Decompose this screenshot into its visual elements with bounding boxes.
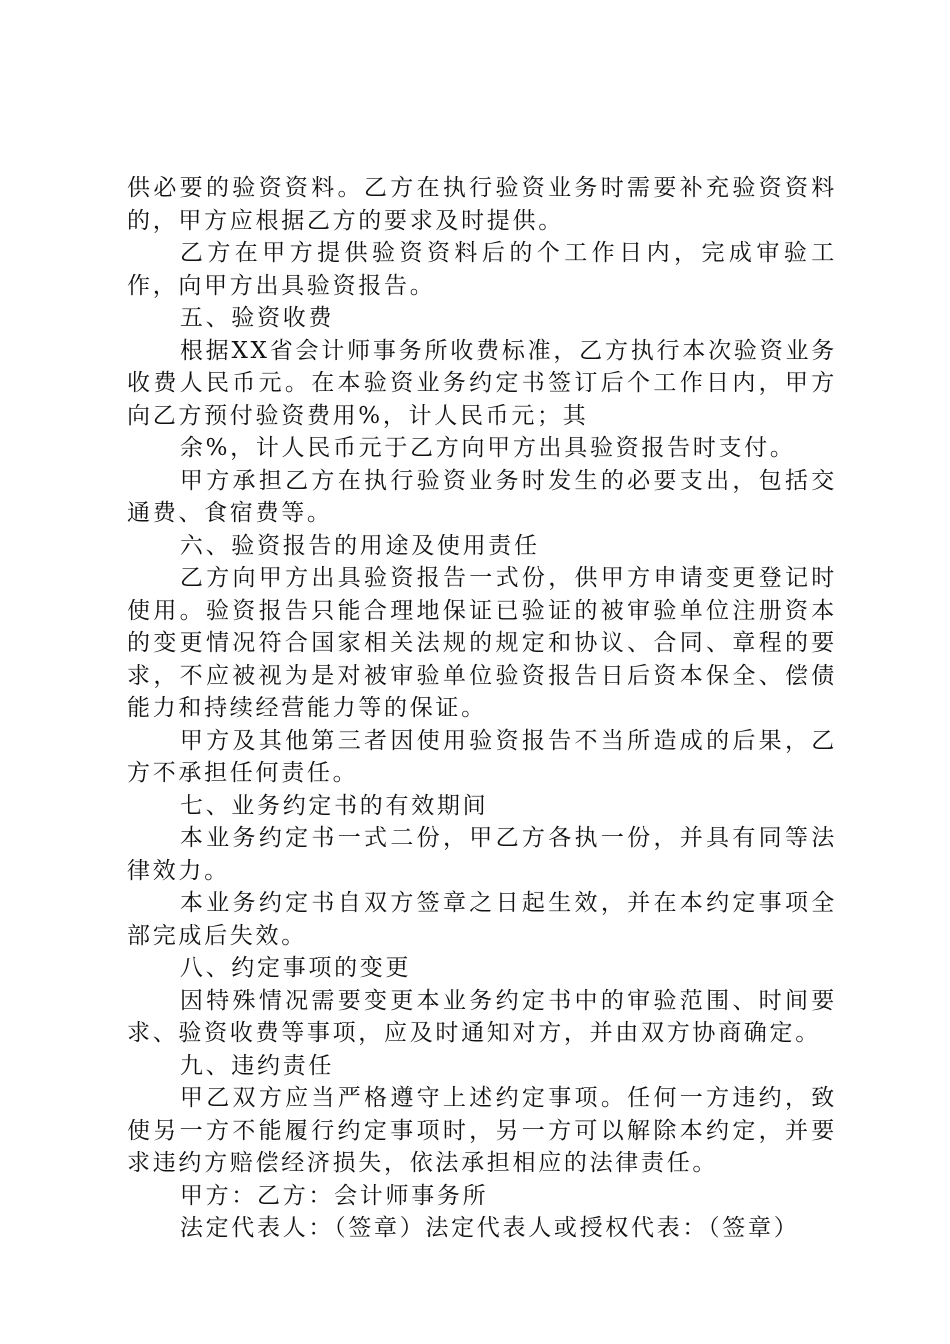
paragraph-breach: 甲乙双方应当严格遵守上述约定事项。任何一方违约，致使另一方不能履行约定事项时，另一方可以解除本约定，并要求违约方赔偿经济损失，依法承担相应的法律责任。: [127, 1085, 837, 1176]
signature-representatives: 法定代表人：（签章）法定代表人或授权代表：（签章）: [179, 1215, 800, 1241]
paragraph-report-deadline: 乙方在甲方提供验资资料后的个工作日内，完成审验工作，向甲方出具验资报告。: [127, 240, 837, 299]
paragraph-fee-standard: 根据XX省会计师事务所收费标准，乙方执行本次验资业务收费人民币元。在本验资业务约定书签订后个工作日内，甲方向乙方预付验资费用%，计人民币元；其: [127, 337, 837, 429]
section-heading-validity: 七、业务约定书的有效期间: [179, 792, 489, 819]
paragraph-effective: 本业务约定书自双方签章之日起生效，并在本约定事项全部完成后失效。: [127, 890, 837, 949]
paragraph-third-party: 甲方及其他第三者因使用验资报告不当所造成的后果，乙方不承担任何责任。: [127, 727, 837, 786]
section-heading-fees: 五、验资收费: [179, 305, 335, 331]
paragraph-report-usage: 乙方向甲方出具验资报告一式份，供甲方申请变更登记时使用。验资报告只能合理地保证已验证的被审验单位注册资本的变更情况符合国家相关法规的规定和协议、合同、章程的要求，不应被视为是对被审验单位验资报告日后资本保全、偿债能力和持续经营能力等的保证。: [127, 565, 837, 721]
signature-parties: 甲方：乙方：会计师事务所: [179, 1182, 489, 1209]
section-heading-report-usage: 六、验资报告的用途及使用责任: [179, 532, 540, 559]
document-body: [127, 172, 837, 1245]
paragraph-continuation: 供必要的验资资料。乙方在执行验资业务时需要补充验资资料的，甲方应根据乙方的要求及时提供。: [127, 175, 837, 234]
section-heading-changes: 八、约定事项的变更: [179, 955, 412, 981]
paragraph-copies: 本业务约定书一式二份，甲乙方各执一份，并具有同等法律效力。: [127, 825, 837, 884]
section-heading-breach: 九、违约责任: [179, 1052, 335, 1079]
paragraph-fee-balance: 余%，计人民币元于乙方向甲方出具验资报告时支付。: [179, 435, 796, 461]
paragraph-expenses: 甲方承担乙方在执行验资业务时发生的必要支出，包括交通费、食宿费等。: [127, 467, 837, 526]
paragraph-changes: 因特殊情况需要变更本业务约定书中的审验范围、时间要求、验资收费等事项，应及时通知对方，并由双方协商确定。: [127, 987, 837, 1046]
